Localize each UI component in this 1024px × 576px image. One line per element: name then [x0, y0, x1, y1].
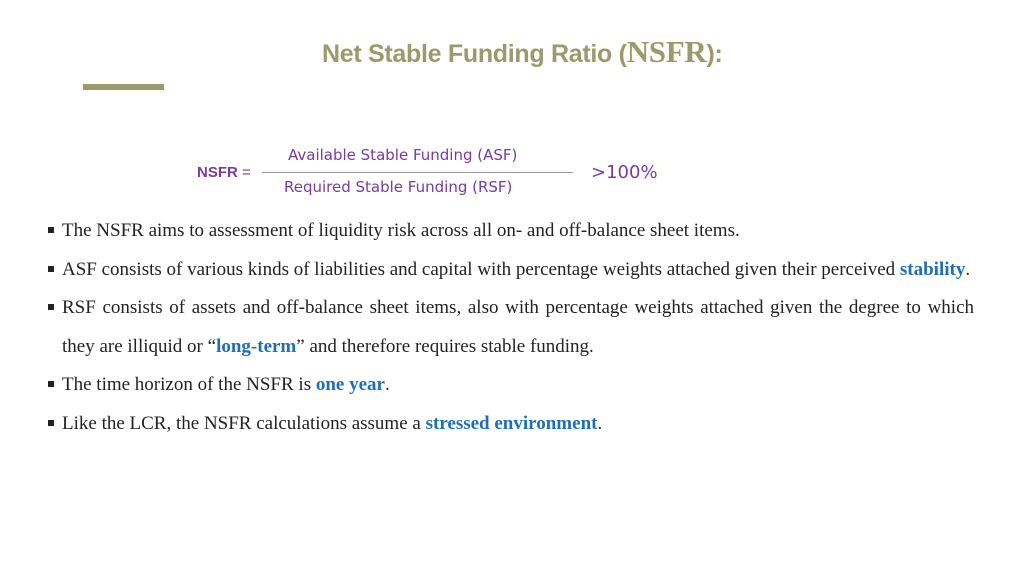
title-main: Net Stable Funding Ratio ( — [322, 40, 627, 68]
bullet-item — [47, 212, 974, 251]
formula-equals: = — [242, 164, 251, 181]
bullet-text-end: ” and therefore requires stable funding. — [296, 335, 594, 357]
title-acronym: NSFR — [626, 34, 707, 69]
bullet-text: The NSFR aims to assessment of liquidity risk across all on- and off-balance sheet items. — [62, 220, 740, 241]
bullet-item — [47, 405, 974, 444]
bullet-text: Like the LCR, the NSFR calculations assume a — [62, 412, 426, 434]
formula-denominator: Required Stable Funding (RSF) — [284, 178, 513, 196]
bullet-text-end: . — [384, 374, 390, 395]
bullet-highlight: stability — [899, 258, 966, 280]
formula-lhs-label: NSFR — [197, 164, 238, 181]
nsfr-formula — [0, 144, 1024, 204]
bullet-item — [47, 289, 974, 366]
formula-threshold: >100% — [591, 162, 658, 183]
bullet-text: ASF consists of various kinds of liabilities and capital with percentage weights attached given their perceived — [62, 258, 900, 280]
title-close: ): — [706, 40, 723, 68]
bullet-text: RSF consists of assets and off-balance sheet items, also with percentage weights attached given the degree to which they are illiquid or “ — [62, 297, 974, 357]
fraction-line — [262, 172, 573, 173]
bullet-text-end: . — [597, 412, 603, 434]
bullet-list — [47, 212, 974, 443]
bullet-text-end: . — [965, 258, 971, 280]
bullet-highlight: stressed environment — [425, 412, 598, 434]
bullet-highlight: long-term — [216, 335, 297, 357]
slide-title — [322, 34, 723, 70]
formula-numerator: Available Stable Funding (ASF) — [288, 146, 518, 164]
bullet-item — [47, 251, 974, 290]
title-accent-bar — [83, 84, 164, 90]
bullet-item — [47, 366, 974, 405]
formula-lhs — [197, 164, 251, 181]
bullet-highlight: one year — [315, 374, 385, 395]
bullet-text: The time horizon of the NSFR is — [62, 374, 316, 395]
